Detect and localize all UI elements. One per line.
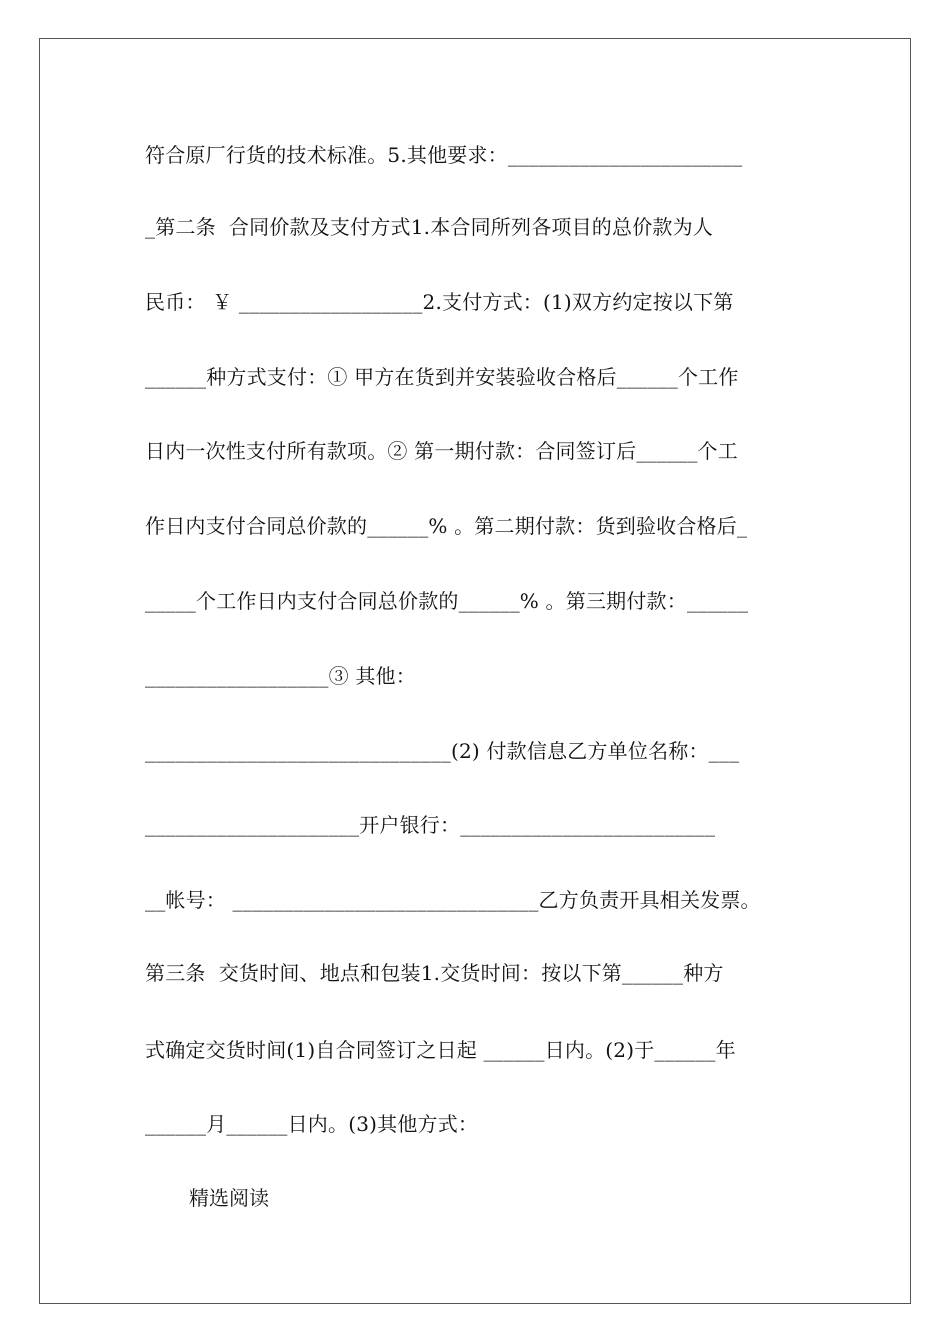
body-text-line: 民币： ￥ __________________2.支付方式：(1)双方约定按以下第 xyxy=(145,290,734,314)
body-text-line: _第二条 合同价款及支付方式1.本合同所列各项目的总价款为人 xyxy=(145,215,713,239)
body-text-line: __________________③ 其他： xyxy=(145,664,416,688)
section-heading: 精选阅读 xyxy=(189,1186,269,1210)
body-text-line: 作日内支付合同总价款的______% 。第二期付款：货到验收合格后_ xyxy=(145,514,748,538)
body-text-line: 日内一次性支付所有款项。② 第一期付款：合同签订后______个工 xyxy=(145,439,738,463)
body-text-line: ______月______日内。(3)其他方式： xyxy=(145,1112,479,1136)
body-text-line: 符合原厂行货的技术标准。5.其他要求：_______________________ xyxy=(145,143,743,167)
body-text-line: 第三条 交货时间、地点和包装1.交货时间：按以下第______种方 xyxy=(145,961,724,985)
body-text-line: __帐号： ______________________________乙方负责开具相关发票。 xyxy=(145,888,761,912)
body-text-line: 式确定交货时间(1)自合同签订之日起 ______日内。(2)于______年 xyxy=(145,1038,736,1062)
body-text-line: ______种方式支付：① 甲方在货到并安装验收合格后______个工作 xyxy=(145,365,739,389)
body-text-line: _____________________开户银行：_________________________ xyxy=(145,813,716,837)
body-text-line: _____个工作日内支付合同总价款的______% 。第三期付款：______ xyxy=(145,589,749,613)
body-text-line: ______________________________(2) 付款信息乙方单位名称：___ xyxy=(145,739,740,763)
